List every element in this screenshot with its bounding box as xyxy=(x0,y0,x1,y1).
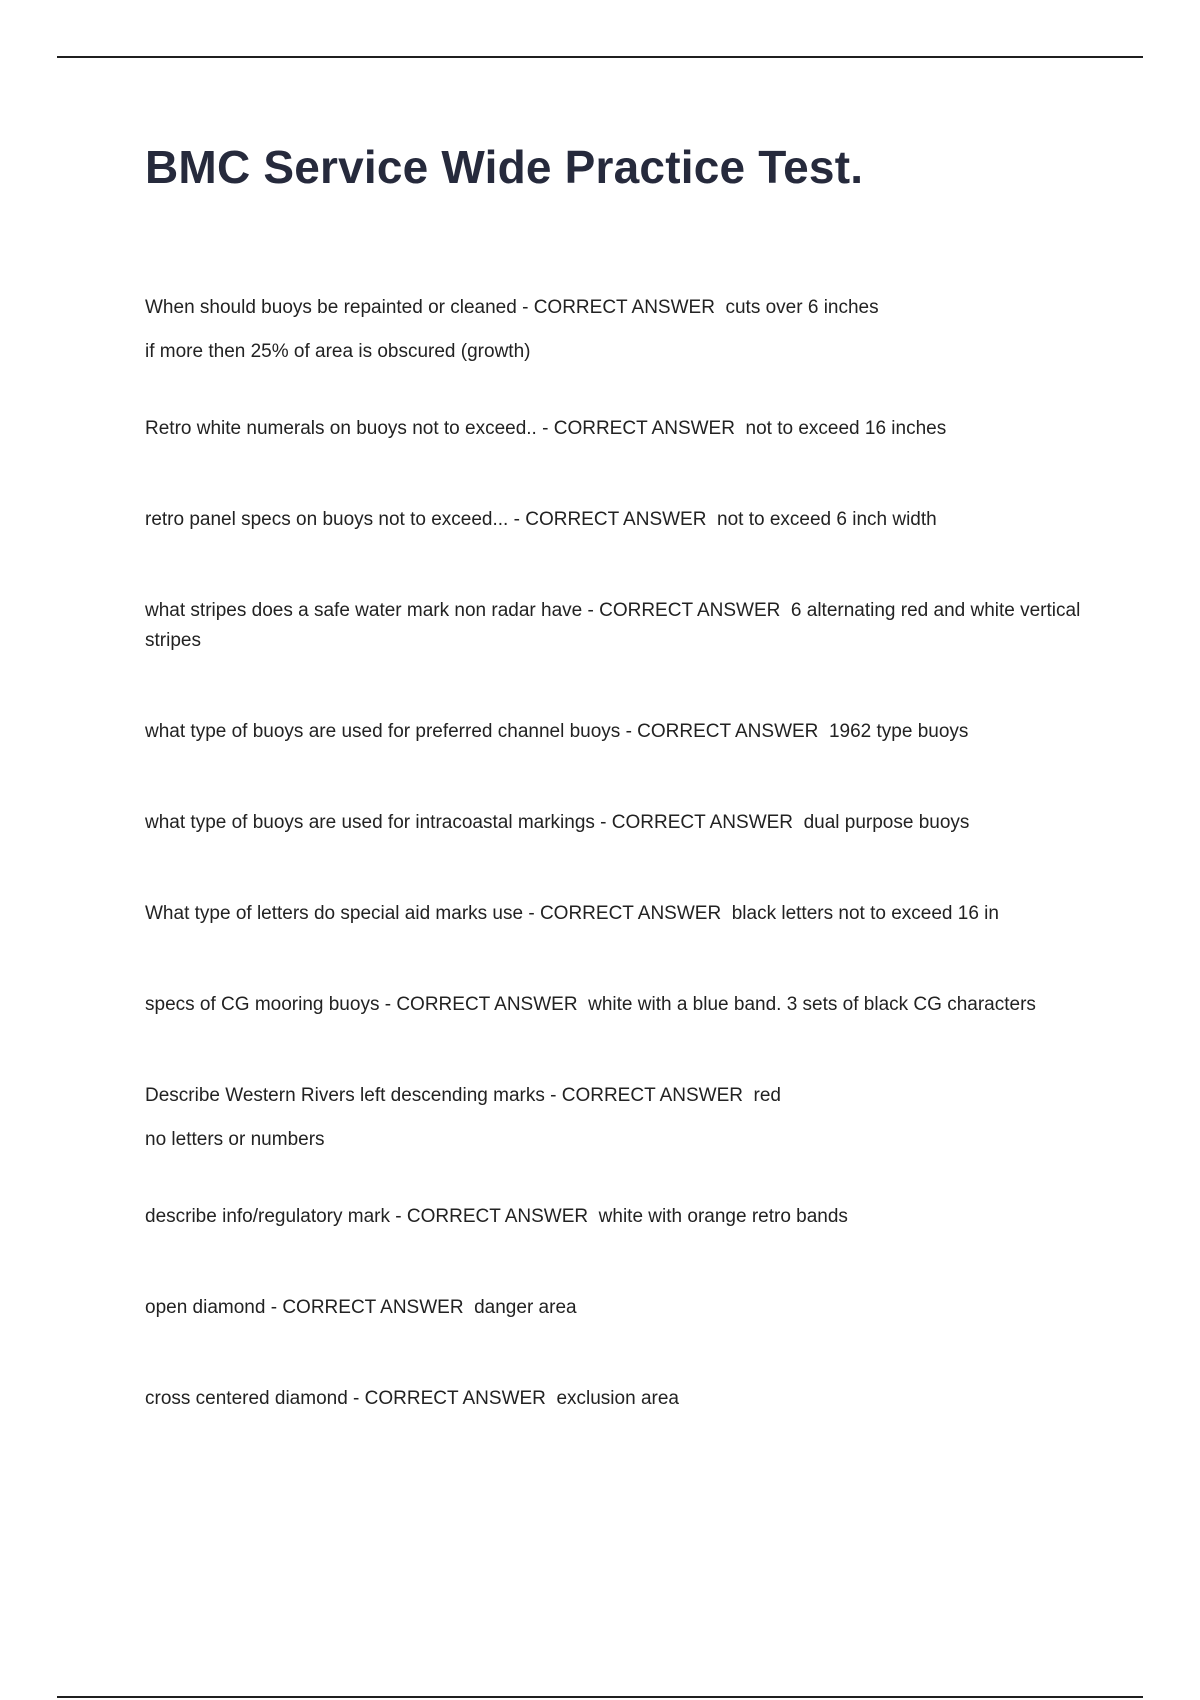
answer-separator: - CORRECT ANSWER xyxy=(620,721,829,742)
answer-text: exclusion area xyxy=(556,1388,679,1409)
answer-text: cuts over 6 inches xyxy=(725,297,879,318)
qa-item xyxy=(145,293,1085,414)
answer-continued: if more then 25% of area is obscured (growth) xyxy=(145,341,531,362)
qa-item xyxy=(145,808,1085,899)
answer-separator: - CORRECT ANSWER xyxy=(582,600,791,621)
answer-text: white with orange retro bands xyxy=(598,1206,848,1227)
qa-line xyxy=(145,414,1085,444)
qa-line xyxy=(145,808,1085,838)
qa-list xyxy=(145,293,1085,1475)
answer-text: not to exceed 6 inch width xyxy=(717,509,937,530)
qa-item xyxy=(145,1384,1085,1475)
question-text: open diamond xyxy=(145,1297,266,1318)
answer-separator: - CORRECT ANSWER xyxy=(594,812,804,833)
qa-item xyxy=(145,1293,1085,1384)
qa-line xyxy=(145,1293,1085,1323)
answer-text: dual purpose buoys xyxy=(803,812,970,833)
top-rule xyxy=(57,56,1143,58)
answer-continued: no letters or numbers xyxy=(145,1129,325,1150)
answer-text: white with a blue band. 3 sets of black CG characters xyxy=(588,994,1036,1015)
qa-line xyxy=(145,596,1085,656)
question-text: cross centered diamond xyxy=(145,1388,348,1409)
answer-text: danger area xyxy=(474,1297,577,1318)
answer-separator: - CORRECT ANSWER xyxy=(390,1206,599,1227)
answer-separator: - CORRECT ANSWER xyxy=(347,1388,557,1409)
qa-item xyxy=(145,717,1085,808)
qa-line xyxy=(145,990,1085,1020)
question-text: retro panel specs on buoys not to exceed... xyxy=(145,509,509,530)
qa-line xyxy=(145,293,1085,323)
qa-line xyxy=(145,899,1085,929)
qa-item xyxy=(145,1081,1085,1202)
answer-separator: - CORRECT ANSWER xyxy=(508,509,718,530)
answer-separator: - CORRECT ANSWER xyxy=(516,297,726,318)
qa-item xyxy=(145,899,1085,990)
answer-text: black letters not to exceed 16 in xyxy=(731,903,999,924)
qa-item xyxy=(145,990,1085,1081)
question-text: what type of buoys are used for preferred channel buoys xyxy=(145,721,621,742)
qa-item xyxy=(145,505,1085,596)
qa-line xyxy=(145,1384,1085,1414)
answer-text: not to exceed 16 inches xyxy=(745,418,947,439)
qa-line xyxy=(145,1081,1085,1111)
answer-separator: - CORRECT ANSWER xyxy=(379,994,589,1015)
answer-separator: - CORRECT ANSWER xyxy=(544,1085,754,1106)
question-text: Describe Western Rivers left descending marks xyxy=(145,1085,545,1106)
qa-item xyxy=(145,596,1085,717)
answer-separator: - CORRECT ANSWER xyxy=(523,903,732,924)
answer-text: 1962 type buoys xyxy=(828,721,969,742)
qa-line xyxy=(145,717,1085,747)
answer-separator: - CORRECT ANSWER xyxy=(265,1297,475,1318)
question-text: what stripes does a safe water mark non radar have xyxy=(145,600,583,621)
answer-separator: - CORRECT ANSWER xyxy=(536,418,746,439)
answer-text: red xyxy=(753,1085,781,1106)
question-text: What type of letters do special aid marks use xyxy=(145,903,524,924)
question-text: When should buoys be repainted or cleaned xyxy=(145,297,517,318)
question-text: Retro white numerals on buoys not to exceed.. xyxy=(145,418,537,439)
qa-line xyxy=(145,505,1085,535)
qa-item xyxy=(145,414,1085,505)
bottom-rule xyxy=(57,1696,1143,1698)
question-text: what type of buoys are used for intracoastal markings xyxy=(145,812,595,833)
question-text: describe info/regulatory mark xyxy=(145,1206,390,1227)
answer-text: 6 alternating red and white vertical stripes xyxy=(145,600,1081,651)
page-title: BMC Service Wide Practice Test. xyxy=(145,141,864,193)
qa-line xyxy=(145,1202,1085,1232)
question-text: specs of CG mooring buoys xyxy=(145,994,380,1015)
qa-item xyxy=(145,1202,1085,1293)
